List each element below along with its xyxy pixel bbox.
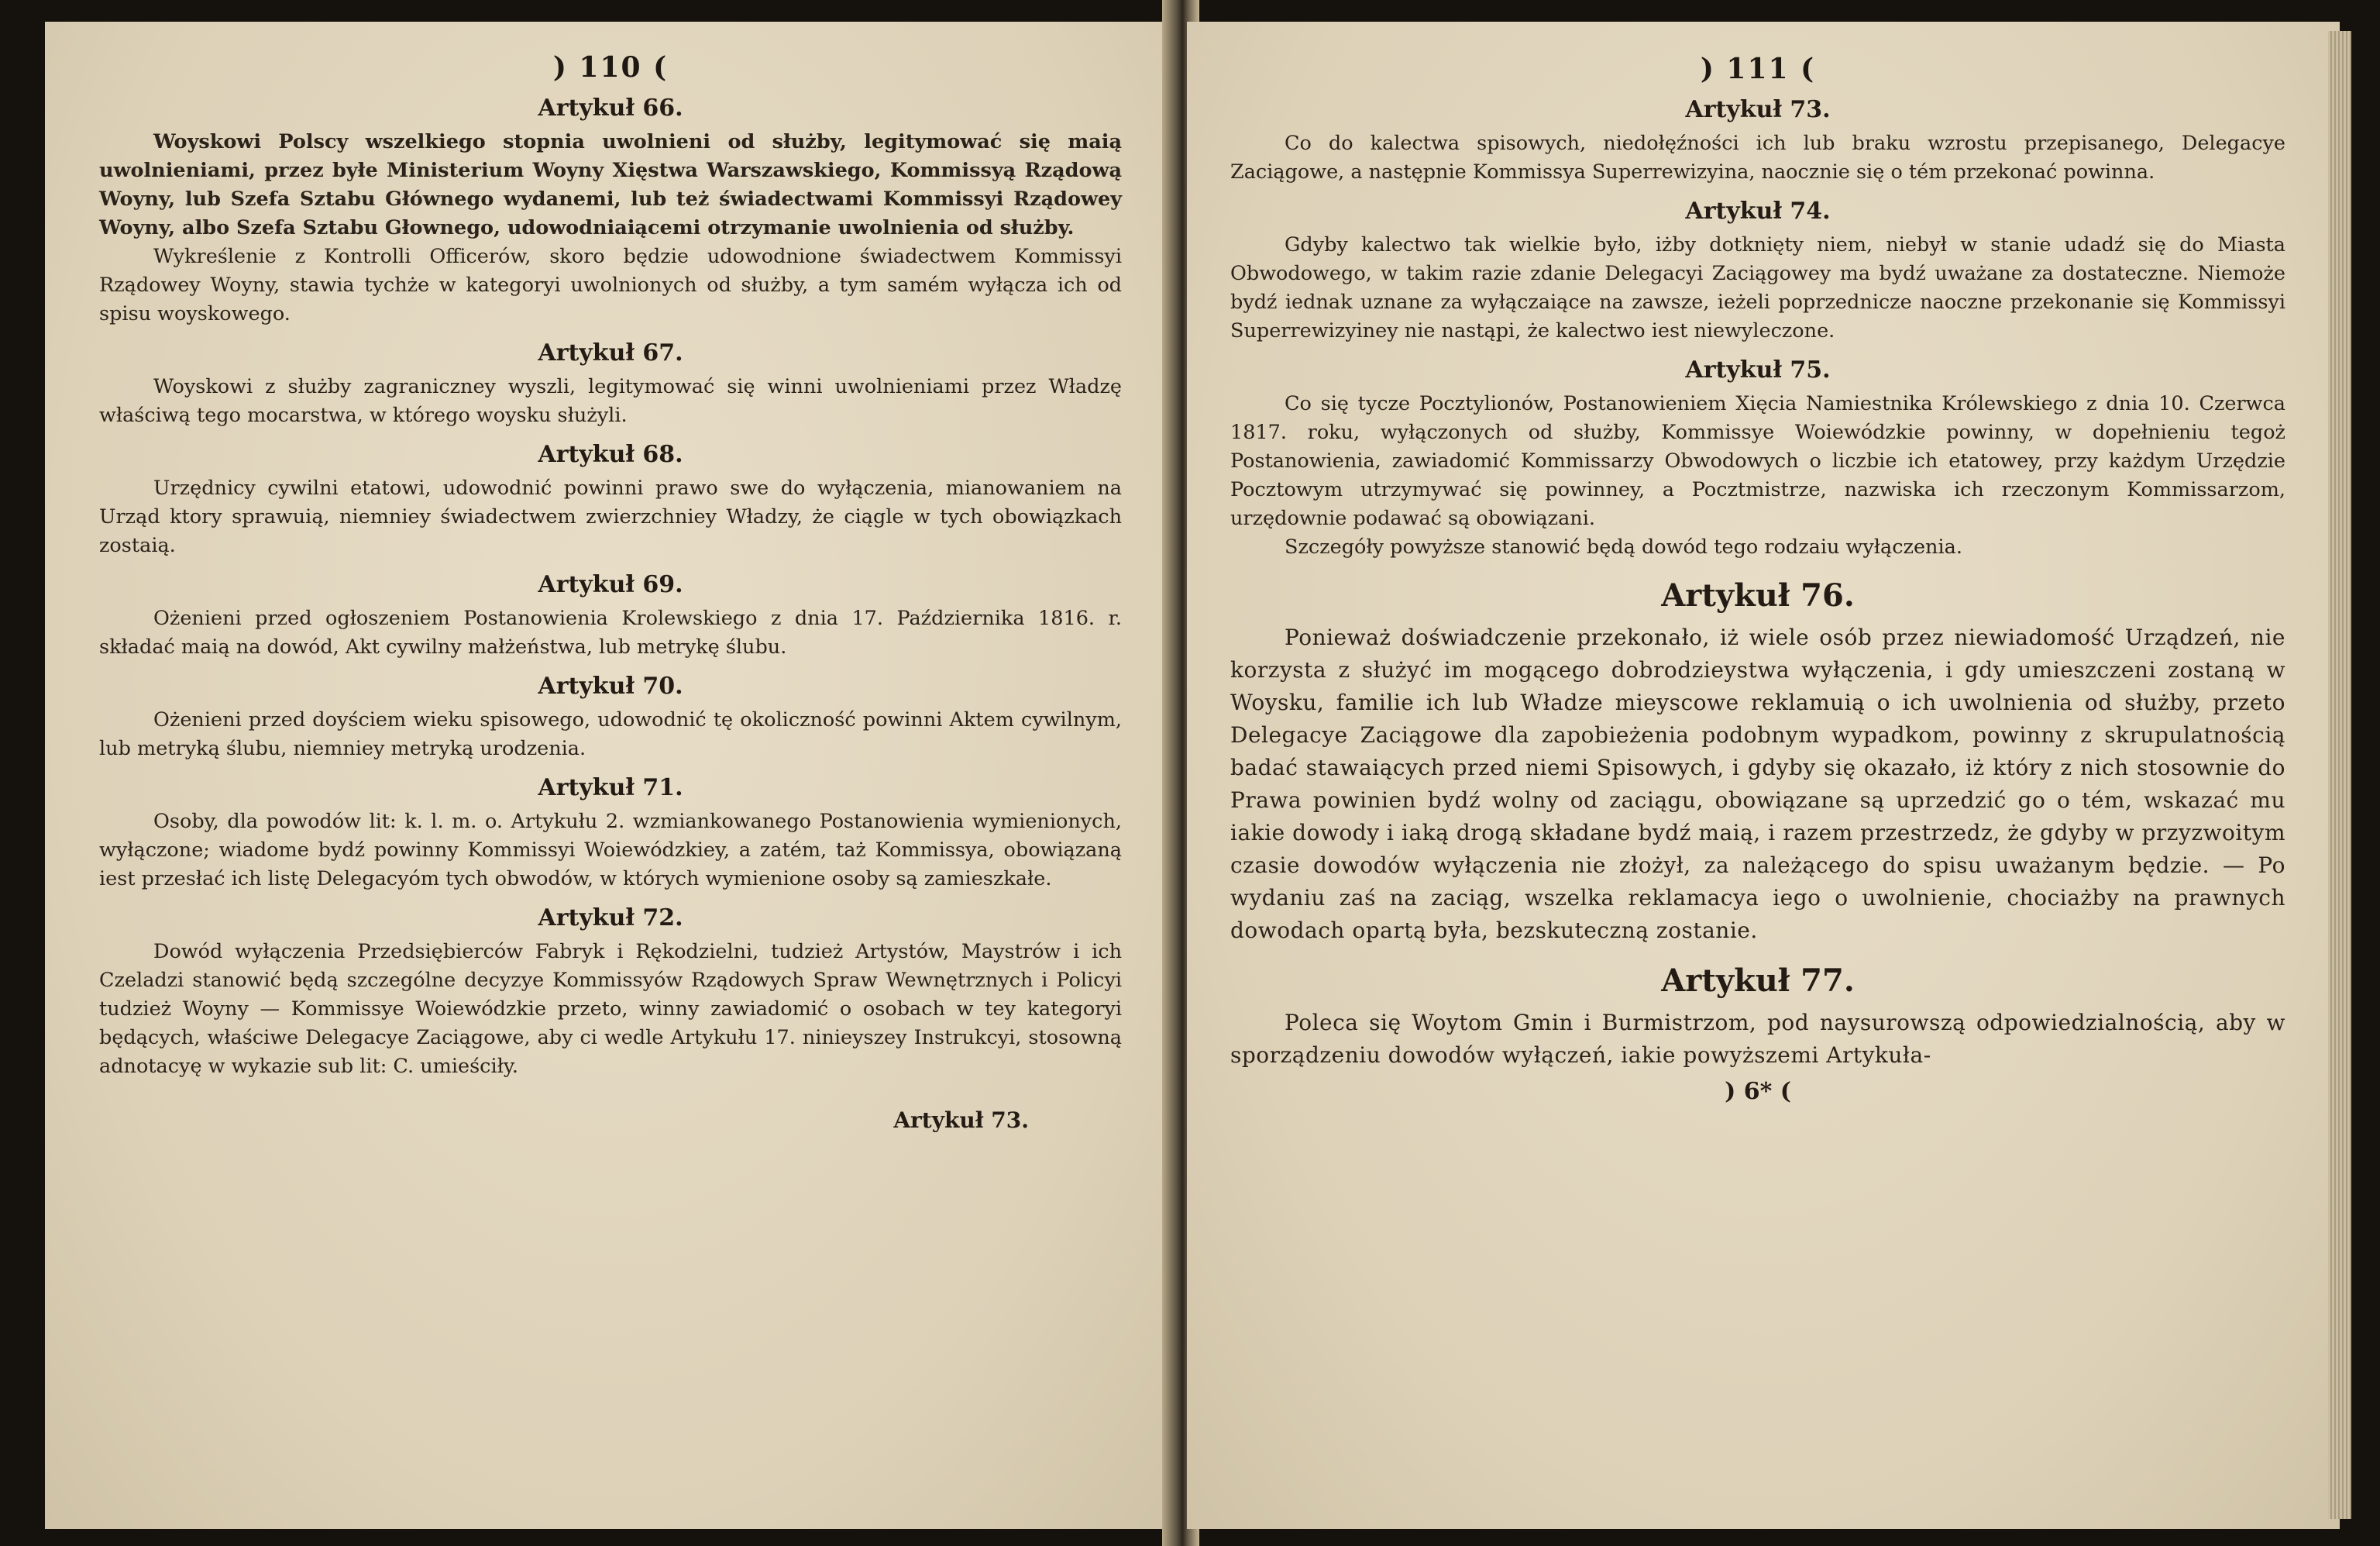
article-72-paragraph: Dowód wyłączenia Przedsiębierców Fabryk i Rękodzielni, tudzież Artystów, Maystrów i ich Czeladzi stanowić będą szczególne decyzye Kommissyów Rządowych Spraw Wewnętrznych i Policyi tudzież Woyny — Kommissye Woiewódzkie przeto, winny zawiadomić o osobach w tey kategoryi będących, właściwe Delegacye Zaciągowe, aby ci wedle Artykułu 17. ninieyszey Instrukcyi, stosowną adnotacyę w wykazie sub lit: C. umieściły. xyxy=(99,940,1122,1078)
right-page xyxy=(1187,22,2340,1529)
article-67-paragraph: Woyskowi z służby zagraniczney wyszli, legitymować się winni uwolnieniami przez Władzę właściwą tego mocarstwa, w którego woysku służyli. xyxy=(99,375,1122,427)
article-66-paragraph-2: Wykreślenie z Kontrolli Officerów, skoro będzie udowodnione świadectwem Kommissyi Rządowey Woyny, stawia tychże w kategoryi uwolnionych od służby, a tym samém wyłącza ich od spisu woyskowego. xyxy=(99,245,1122,325)
article-heading-77: Artykuł 77. xyxy=(1661,962,1855,999)
signature-mark: ) 6* ( xyxy=(1725,1078,1791,1105)
article-73-paragraph: Co do kalectwa spisowych, niedołęźności ich lub braku wzrostu przepisanego, Delegacye Zaciągowe, a następnie Kommissya Superrewizyina, naocznie się o tém przekonać powinna. xyxy=(1230,132,2285,184)
article-heading-72: Artykuł 72. xyxy=(538,904,683,931)
page-number-left: ) 110 ( xyxy=(552,51,669,84)
article-heading-76: Artykuł 76. xyxy=(1661,577,1855,614)
article-77-paragraph: Poleca się Woytom Gmin i Burmistrzom, pod naysurowszą odpowiedzialnością, aby w sporządzeniu dowodów wyłączeń, iakie powyższemi Artykuła- xyxy=(1230,1010,2285,1068)
left-page xyxy=(45,22,1176,1529)
article-76-paragraph: Ponieważ doświadczenie przekonało, iż wiele osób przez niewiadomość Urządzeń, nie korzysta z służyć im mogącego dobrodzieystwa wyłączenia, i gdy umieszczeni zostaną w Woysku, familie ich lub Władze mieyscowe reklamuią o ich uwolnienia od służby, przeto Delegacye Zaciągowe dla zapobieżenia podobnym wypadkom, powinny z skrupulatnością badać stawaiących przed niemi Spisowych, i gdyby się okazało, iż który z nich stosownie do Prawa powinien bydź wolny od zaciągu, obowiązane są uprzedzić go o tém, wskazać mu iakie dowody i iaką drogą składane bydź maią, i razem przestrzedz, że gdyby w przyzwoitym czasie dowodów wyłączenia nie złożył, za należącego do spisu uważanym będzie. — Po wydaniu zaś na zaciąg, wszelka reklamacya iego o uwolnienie, chociażby na prawnych dowodach opartą była, bezskuteczną zostanie. xyxy=(1230,625,2285,943)
article-heading-71: Artykuł 71. xyxy=(538,774,683,801)
article-heading-74: Artykuł 74. xyxy=(1685,198,1831,225)
article-68-paragraph: Urzędnicy cywilni etatowi, udowodnić powinni prawo swe do wyłączenia, mianowaniem na Urząd ktory sprawuią, niemniey świadectwem zwierzchniey Władzy, że ciągle w tych obowiązkach zostaią. xyxy=(99,477,1122,557)
article-70-paragraph: Ożenieni przed doyściem wieku spisowego, udowodnić tę okoliczność powinni Aktem cywilnym, lub metryką ślubu, niemniey metryką urodzenia. xyxy=(99,708,1122,760)
article-71-paragraph: Osoby, dla powodów lit: k. l. m. o. Artykułu 2. wzmiankowanego Postanowienia wymienionych, wyłączone; wiadome bydź powinny Kommissyi Woiewódzkiey, a zatém, taż Kommissya, obowiązaną iest przesłać ich listę Delegacyóm tych obwodów, w których wymienione osoby są zamieszkałe. xyxy=(99,810,1122,890)
article-75-paragraph-1: Co się tycze Pocztylionów, Postanowieniem Xięcia Namiestnika Królewskiego z dnia 10. Czerwca 1817. roku, wyłączonych od służby, Kommissye Woiewódzkie powinny, w dopełnieniu tegoż Postanowienia, zawiadomić Kommissarzy Obwodowych o liczbie ich etatowey, przy każdym Urzędzie Pocztowym utrzymywać się powinney, a Pocztmistrze, nazwiska ich rzeczonym Kommissarzom, urzędownie podawać są obowiązani. xyxy=(1230,392,2285,530)
page-edges xyxy=(2328,31,2351,1519)
article-heading-73: Artykuł 73. xyxy=(1685,96,1831,123)
article-69-paragraph: Ożenieni przed ogłoszeniem Postanowienia Krolewskiego z dnia 17. Października 1816. r. składać maią na dowód, Akt cywilny małżeństwa, lub metrykę ślubu. xyxy=(99,607,1122,659)
article-heading-70: Artykuł 70. xyxy=(538,673,683,700)
article-66-paragraph-1: Woyskowi Polscy wszelkiego stopnia uwolnieni od służby, legitymować się maią uwolnieniami, przez byłe Ministerium Woyny Xięstwa Warszawskiego, Kommissyą Rządową Woyny, lub Szefa Sztabu Głównego wydanemi, lub też świadectwami Kommissyi Rządowey Woyny, albo Szefa Sztabu Głownego, udowodniaiącemi otrzymanie uwolnienia od służby. xyxy=(99,130,1122,239)
article-heading-68: Artykuł 68. xyxy=(538,441,683,468)
page-number-right: ) 111 ( xyxy=(1700,53,1816,85)
article-74-paragraph: Gdyby kalectwo tak wielkie było, iżby dotknięty niem, niebył w stanie udadź się do Miasta Obwodowego, w takim razie zdanie Delegacyi Zaciągowey ma bydź uważane za dostateczne. Niemoże bydź iednak uznane za wyłączaiące na zawsze, ieżeli poprzednicze naoczne przekonanie się Kommissyi Superrewizyiney nie nastąpi, że kalectwo iest niewyleczone. xyxy=(1230,233,2285,343)
article-heading-69: Artykuł 69. xyxy=(538,571,683,598)
article-heading-75: Artykuł 75. xyxy=(1685,356,1831,384)
article-heading-67: Artykuł 67. xyxy=(538,339,683,367)
article-75-paragraph-2: Szczegóły powyższe stanowić będą dowód tego rodzaiu wyłączenia. xyxy=(1285,535,1962,559)
article-heading-66: Artykuł 66. xyxy=(538,95,683,122)
catchword-left: Artykuł 73. xyxy=(893,1107,1029,1133)
